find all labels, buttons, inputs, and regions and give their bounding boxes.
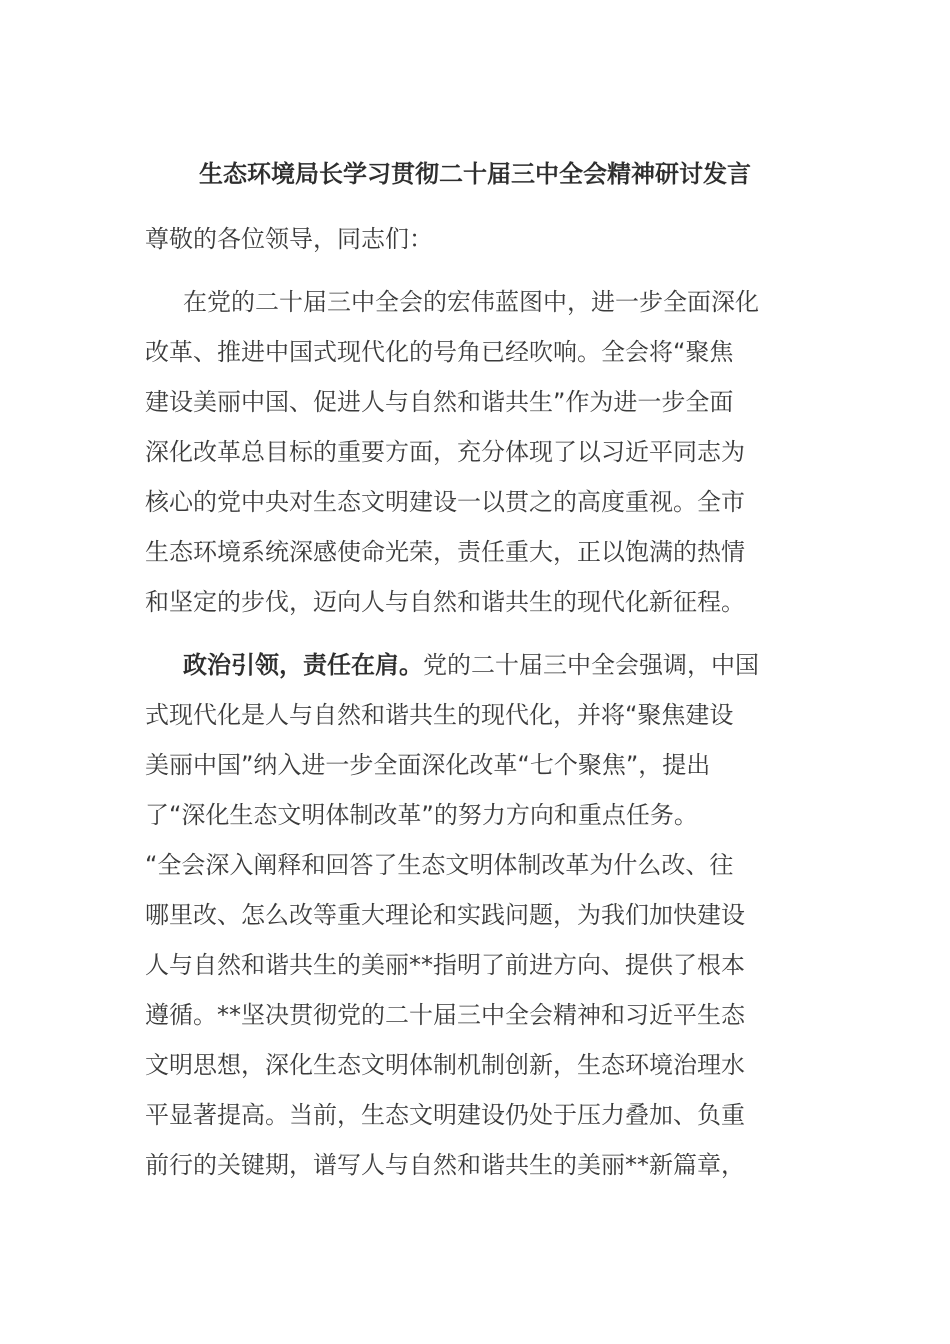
paragraph1-line: 改革、推进中国式现代化的号角已经吹响。全会将“聚焦: [145, 338, 734, 366]
paragraph1-line: 建设美丽中国、促进人与自然和谐共生”作为进一步全面: [145, 388, 734, 416]
document-title: 生态环境局长学习贯彻二十届三中全会精神研讨发言: [199, 160, 751, 188]
paragraph2-line: 哪里改、怎么改等重大理论和实践问题，为我们加快建设: [145, 901, 745, 929]
paragraph2-line: 文明思想，深化生态文明体制机制创新，生态环境治理水: [145, 1051, 745, 1079]
paragraph2-line: 人与自然和谐共生的美丽**指明了前进方向、提供了根本: [145, 951, 745, 979]
paragraph2-first-line: [183, 645, 843, 685]
salutation: 尊敬的各位领导，同志们：: [145, 225, 433, 253]
paragraph2-line: 美丽中国”纳入进一步全面深化改革“七个聚焦”，提出: [145, 751, 711, 779]
paragraph2-line: 遵循。**坚决贯彻党的二十届三中全会精神和习近平生态: [145, 1001, 745, 1029]
paragraph2-line: 了“深化生态文明体制改革”的努力方向和重点任务。: [145, 801, 698, 829]
paragraph1-line: 深化改革总目标的重要方面，充分体现了以习近平同志为: [145, 438, 745, 466]
paragraph2-line: 平显著提高。当前，生态文明建设仍处于压力叠加、负重: [145, 1101, 745, 1129]
paragraph1-line: 在党的二十届三中全会的宏伟蓝图中，进一步全面深化: [183, 288, 759, 316]
paragraph2-line: 党的二十届三中全会强调，中国: [423, 651, 759, 679]
paragraph2-line: 式现代化是人与自然和谐共生的现代化，并将“聚焦建设: [145, 701, 734, 729]
paragraph1-line: 和坚定的步伐，迈向人与自然和谐共生的现代化新征程。: [145, 588, 745, 616]
paragraph2-line: “全会深入阐释和回答了生态文明体制改革为什么改、往: [145, 851, 734, 879]
paragraph1-line: 核心的党中央对生态文明建设一以贯之的高度重视。全市: [145, 488, 745, 516]
paragraph2-lead: 政治引领，责任在肩。: [183, 651, 423, 679]
paragraph1-line: 生态环境系统深感使命光荣，责任重大，正以饱满的热情: [145, 538, 745, 566]
paragraph2-line: 前行的关键期，谱写人与自然和谐共生的美丽**新篇章，: [145, 1151, 745, 1179]
